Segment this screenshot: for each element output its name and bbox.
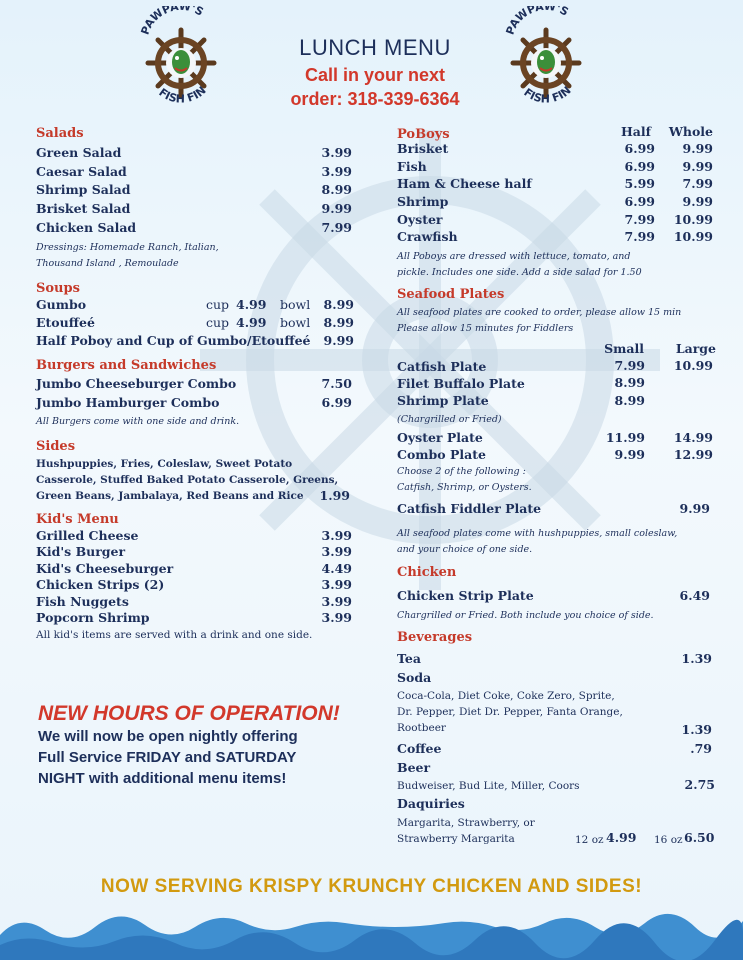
- note-line: Thousand Island , Remoulade: [36, 258, 179, 269]
- menu-item-name: Fish Nuggets: [36, 594, 129, 609]
- cup-label: cup: [206, 297, 230, 312]
- call-to-order: [240, 63, 510, 111]
- menu-item-name: Green Salad: [36, 145, 122, 160]
- note-line: Catfish, Shrimp, or Oysters.: [397, 482, 532, 493]
- daquiri-list: [397, 815, 535, 847]
- small-price: 8.99: [614, 393, 645, 408]
- small-price: 11.99: [605, 430, 645, 445]
- soda-line: Rootbeer: [397, 722, 446, 734]
- whole-price: 9.99: [682, 141, 713, 156]
- hours-line: We will now be open nightly offering: [38, 728, 298, 745]
- menu-item-price: 8.99: [321, 182, 352, 197]
- seafood-heading: Seafood Plates: [397, 287, 505, 302]
- sides-line: Green Beans, Jambalaya, Red Beans and Rice: [36, 490, 304, 502]
- note-line: All seafood plates come with hushpuppies, small coleslaw,: [397, 528, 678, 539]
- wave-decoration: [0, 905, 743, 960]
- half-price: 5.99: [624, 176, 655, 191]
- half-price: 6.99: [624, 194, 655, 209]
- sides-line: Casserole, Stuffed Baked Potato Casserole, Greens,: [36, 474, 339, 486]
- menu-item-name: Chicken Salad: [36, 220, 137, 235]
- daquiri-price-large: 6.50: [684, 830, 715, 845]
- bowl-label: bowl: [280, 315, 311, 330]
- menu-item-name: Oyster Plate: [397, 430, 483, 445]
- menu-item-price: 1.39: [681, 651, 712, 666]
- seafood-note: [397, 305, 681, 337]
- menu-item-price: 3.99: [321, 594, 352, 609]
- seafood-footer-note: [397, 526, 677, 558]
- menu-item-name: Brisket Salad: [36, 201, 131, 216]
- promo-banner: NOW SERVING KRISPY KRUNCHY CHICKEN AND SIDES!: [100, 876, 643, 897]
- note-line: All seafood plates are cooked to order, please allow 15 min: [397, 307, 682, 318]
- menu-item-name: Shrimp: [397, 194, 449, 209]
- sides-price: 1.99: [319, 488, 350, 503]
- menu-item-price: 6.99: [321, 395, 352, 410]
- combo-note: [397, 464, 532, 496]
- menu-item-name: Beer: [397, 760, 431, 775]
- menu-item-name: Caesar Salad: [36, 164, 127, 179]
- menu-item-name: Popcorn Shrimp: [36, 610, 150, 625]
- whole-price: 9.99: [682, 159, 713, 174]
- menu-title: LUNCH MENU: [299, 35, 451, 60]
- logo-top-text: PAWPAW'S: [503, 6, 571, 37]
- size-label: 16 oz: [654, 834, 683, 846]
- logo-left: [135, 6, 227, 111]
- large-column-header: Large: [675, 341, 716, 356]
- whole-price: 7.99: [682, 176, 713, 191]
- menu-item-name: Soda: [397, 670, 432, 685]
- whole-price: 10.99: [673, 212, 713, 227]
- menu-item-price: 4.49: [321, 561, 352, 576]
- logo-bottom-text: FISH FIN: [156, 83, 209, 106]
- sides-line: Hushpuppies, Fries, Coleslaw, Sweet Potato: [36, 458, 293, 470]
- bowl-price: 8.99: [323, 297, 354, 312]
- menu-item-name: Tea: [397, 651, 421, 666]
- half-column-header: Half: [620, 124, 651, 139]
- whole-price: 10.99: [673, 229, 713, 244]
- chicken-heading: Chicken: [397, 565, 457, 580]
- menu-item-name: Shrimp Plate: [397, 393, 489, 408]
- chicken-note: Chargrilled or Fried. Both include you choice of side.: [397, 610, 654, 621]
- daquiri-line: Strawberry Margarita: [397, 833, 515, 845]
- logo-top-text: PAWPAW'S: [138, 6, 206, 37]
- burgers-note: All Burgers come with one side and drink.: [36, 416, 240, 427]
- menu-item-price: 3.99: [321, 577, 352, 592]
- menu-item-price: 9.99: [321, 201, 352, 216]
- sides-heading: Sides: [36, 439, 76, 454]
- menu-item-name: Half Poboy and Cup of Gumbo/Etouffeé: [36, 333, 311, 348]
- small-column-header: Small: [604, 341, 644, 356]
- half-price: 6.99: [624, 159, 655, 174]
- menu-item-name: Daquiries: [397, 796, 465, 811]
- whole-column-header: Whole: [668, 124, 713, 139]
- logo-right: [500, 6, 592, 111]
- menu-item-name: Jumbo Hamburger Combo: [36, 395, 220, 410]
- note-line: and your choice of one side.: [397, 544, 533, 555]
- menu-item-name: Coffee: [397, 741, 442, 756]
- logo-bottom-text: FISH FIN: [521, 83, 574, 106]
- soups-heading: Soups: [36, 281, 80, 296]
- svg-text:PAWPAW'S: [139, 6, 206, 37]
- note-line: Dressings: Homemade Ranch, Italian,: [36, 242, 219, 253]
- shrimp-note: (Chargrilled or Fried): [397, 414, 502, 425]
- sides-list: [36, 456, 338, 504]
- menu-item-name: Filet Buffalo Plate: [397, 376, 525, 391]
- half-price: 7.99: [624, 229, 655, 244]
- beverages-heading: Beverages: [397, 630, 473, 645]
- menu-item-name: Oyster: [397, 212, 443, 227]
- note-line: pickle. Includes one side. Add a side salad for 1.50: [397, 267, 642, 278]
- menu-item-name: Grilled Cheese: [36, 528, 139, 543]
- menu-item-price: 9.99: [679, 501, 710, 516]
- daquiri-line: Margarita, Strawberry, or: [397, 817, 535, 829]
- note-line: Please allow 15 minutes for Fiddlers: [397, 323, 574, 334]
- menu-item-price: 3.99: [321, 145, 352, 160]
- call-line-1: Call in your next: [304, 65, 446, 85]
- menu-item-price: 7.50: [321, 376, 352, 391]
- menu-item-name: Jumbo Cheeseburger Combo: [36, 376, 237, 391]
- cup-price: 4.99: [236, 315, 267, 330]
- daquiri-price-small: 4.99: [606, 830, 637, 845]
- size-label: 12 oz: [575, 834, 604, 846]
- menu-item-price: 9.99: [323, 333, 354, 348]
- hours-title: NEW HOURS OF OPERATION!: [38, 702, 340, 725]
- soda-list: [397, 688, 623, 736]
- small-price: 8.99: [614, 375, 645, 390]
- menu-item-name: Gumbo: [36, 297, 87, 312]
- menu-item-price: 3.99: [321, 164, 352, 179]
- soda-line: Dr. Pepper, Diet Dr. Pepper, Fanta Orange,: [397, 706, 623, 718]
- note-line: All Poboys are dressed with lettuce, tomato, and: [397, 251, 631, 262]
- menu-item-price: 1.39: [681, 722, 712, 737]
- menu-item-price: 7.99: [321, 220, 352, 235]
- note-line: Choose 2 of the following :: [397, 466, 526, 477]
- menu-item-name: Chicken Strips (2): [36, 577, 165, 592]
- beer-list: Budweiser, Bud Lite, Miller, Coors: [397, 780, 580, 792]
- hours-line: NIGHT with additional menu items!: [38, 770, 287, 787]
- kids-note: All kid's items are served with a drink and one side.: [36, 629, 313, 641]
- small-price: 9.99: [614, 447, 645, 462]
- menu-item-name: Catfish Plate: [397, 359, 487, 374]
- bowl-price: 8.99: [323, 315, 354, 330]
- menu-item-name: Etouffeé: [36, 315, 95, 330]
- large-price: 10.99: [673, 358, 713, 373]
- menu-item-name: Ham & Cheese half: [397, 176, 532, 191]
- large-price: 14.99: [673, 430, 713, 445]
- bowl-label: bowl: [280, 297, 311, 312]
- svg-text:PAWPAW'S: [504, 6, 571, 37]
- small-price: 7.99: [614, 358, 645, 373]
- dressings-note: [36, 240, 219, 272]
- poboys-heading: PoBoys: [397, 127, 450, 142]
- half-price: 6.99: [624, 141, 655, 156]
- soda-line: Coca-Cola, Diet Coke, Coke Zero, Sprite,: [397, 690, 615, 702]
- kids-heading: Kid's Menu: [36, 512, 119, 527]
- menu-item-name: Fish: [397, 159, 427, 174]
- menu-item-price: 2.75: [684, 777, 715, 792]
- hours-line: Full Service FRIDAY and SATURDAY: [38, 749, 297, 766]
- menu-item-name: Kid's Burger: [36, 544, 126, 559]
- menu-item-name: Catfish Fiddler Plate: [397, 501, 542, 516]
- burgers-heading: Burgers and Sandwiches: [36, 358, 217, 373]
- menu-item-name: Chicken Strip Plate: [397, 588, 534, 603]
- cup-price: 4.99: [236, 297, 267, 312]
- menu-item-name: Brisket: [397, 141, 449, 156]
- large-price: 12.99: [673, 447, 713, 462]
- phone-number: order: 318-339-6364: [290, 89, 460, 109]
- menu-item-name: Crawfish: [397, 229, 458, 244]
- menu-item-price: 6.49: [679, 588, 710, 603]
- menu-item-name: Shrimp Salad: [36, 182, 131, 197]
- menu-item-price: 3.99: [321, 528, 352, 543]
- menu-item-price: .79: [690, 741, 712, 756]
- cup-label: cup: [206, 315, 230, 330]
- menu-item-price: 3.99: [321, 610, 352, 625]
- menu-item-name: Combo Plate: [397, 447, 486, 462]
- menu-item-price: 3.99: [321, 544, 352, 559]
- half-price: 7.99: [624, 212, 655, 227]
- whole-price: 9.99: [682, 194, 713, 209]
- poboys-note: [397, 249, 642, 281]
- menu-item-name: Kid's Cheeseburger: [36, 561, 174, 576]
- salads-heading: Salads: [36, 126, 84, 141]
